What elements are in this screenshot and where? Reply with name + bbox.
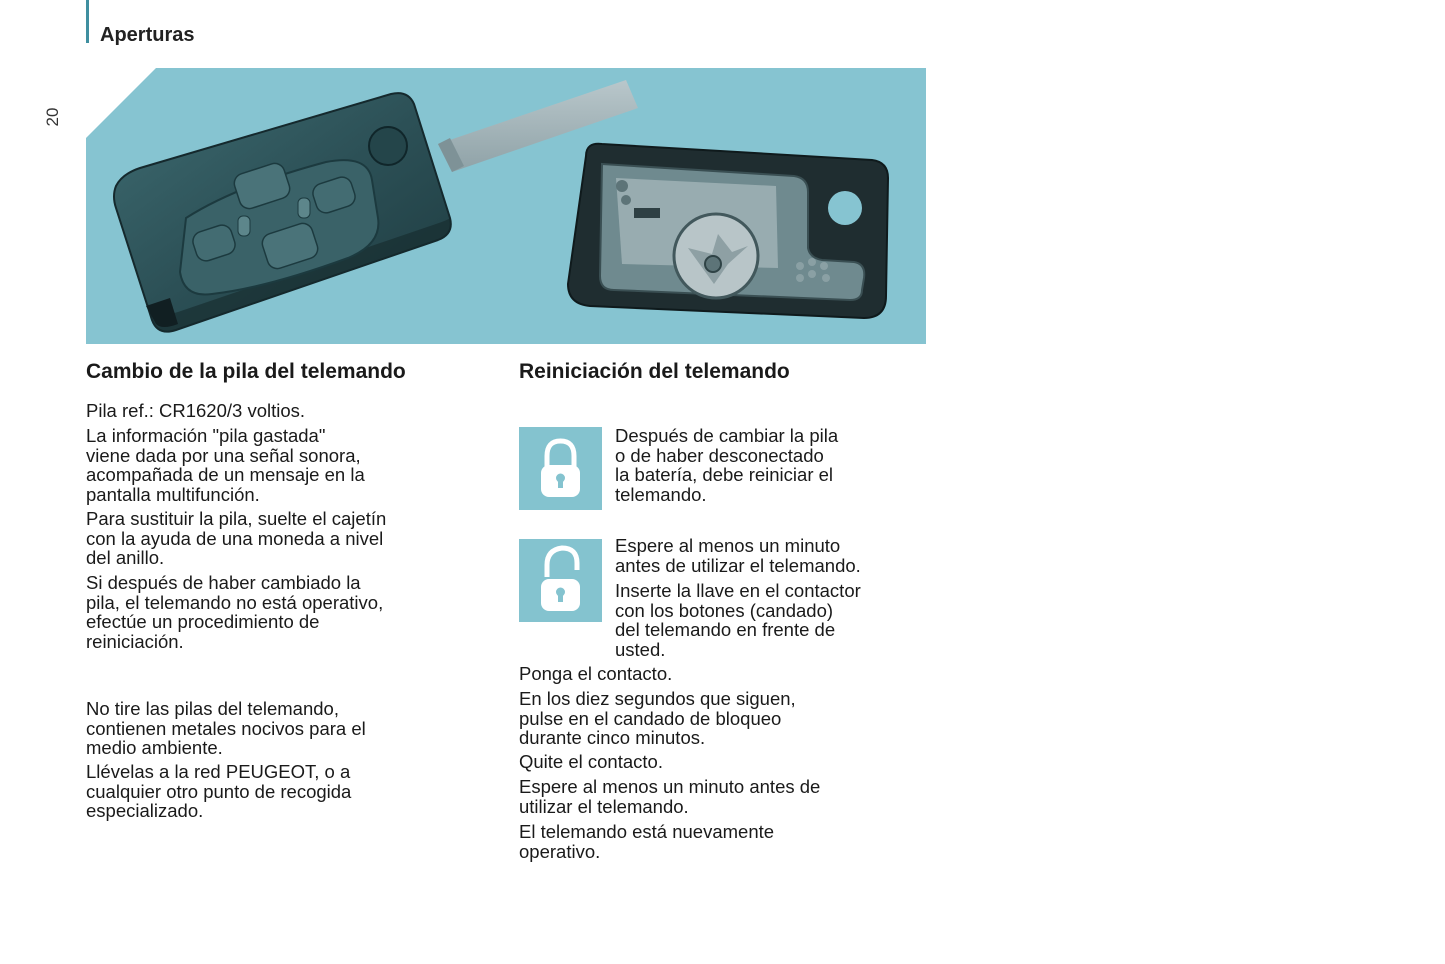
press-lock-paragraph: En los diez segundos que siguen, pulse en el candado de bloqueo durante cinco minutos. (519, 688, 796, 749)
battery-replacement-paragraph: Para sustituir la pila, suelte el cajetín con la ayuda de una moneda a nivel del anillo. (86, 508, 387, 569)
wait-again-paragraph: Espere al menos un minuto antes de utilizar el telemando. (519, 776, 821, 817)
insert-key-paragraph: Inserte la llave en el contactor con los botones (candado) del telemando en frente de usted. (615, 580, 861, 660)
section-title: Aperturas (100, 24, 195, 46)
padlock-locked-icon (519, 427, 602, 510)
battery-disposal-paragraph: No tire las pilas del telemando, contienen metales nocivos para el medio ambiente. (86, 698, 366, 759)
header-accent-bar (86, 0, 89, 43)
ignition-off-paragraph: Quite el contacto. (519, 751, 663, 772)
battery-change-heading: Cambio de la pila del telemando (86, 360, 406, 383)
remote-key-open-battery-icon (568, 144, 888, 318)
battery-reference-paragraph: Pila ref.: CR1620/3 voltios. (86, 400, 306, 421)
reinitialization-heading: Reiniciación del telemando (519, 360, 790, 383)
padlock-unlocked-icon (519, 539, 602, 622)
remote-operative-paragraph: El telemando está nuevamente operativo. (519, 821, 775, 862)
page-number: 20 (43, 107, 62, 127)
ignition-on-paragraph: Ponga el contacto. (519, 663, 673, 684)
reinit-intro-paragraph: Después de cambiar la pila o de haber desconectado la batería, debe reiniciar el telemando. (615, 425, 839, 505)
reinitialization-note-paragraph: Si después de haber cambiado la pila, el telemando no está operativo, efectúe un procedimiento de reiniciación. (86, 572, 384, 652)
battery-recycling-paragraph: Llévelas a la red PEUGEOT, o a cualquier otro punto de recogida especializado. (86, 761, 352, 822)
battery-low-warning-paragraph: La información "pila gastada" viene dada por una señal sonora, acompañada de un mensaje en la pantalla multifunción. (86, 425, 365, 505)
key-fob-illustration (86, 68, 926, 344)
wait-one-minute-paragraph: Espere al menos un minuto antes de utilizar el telemando. (615, 535, 861, 576)
